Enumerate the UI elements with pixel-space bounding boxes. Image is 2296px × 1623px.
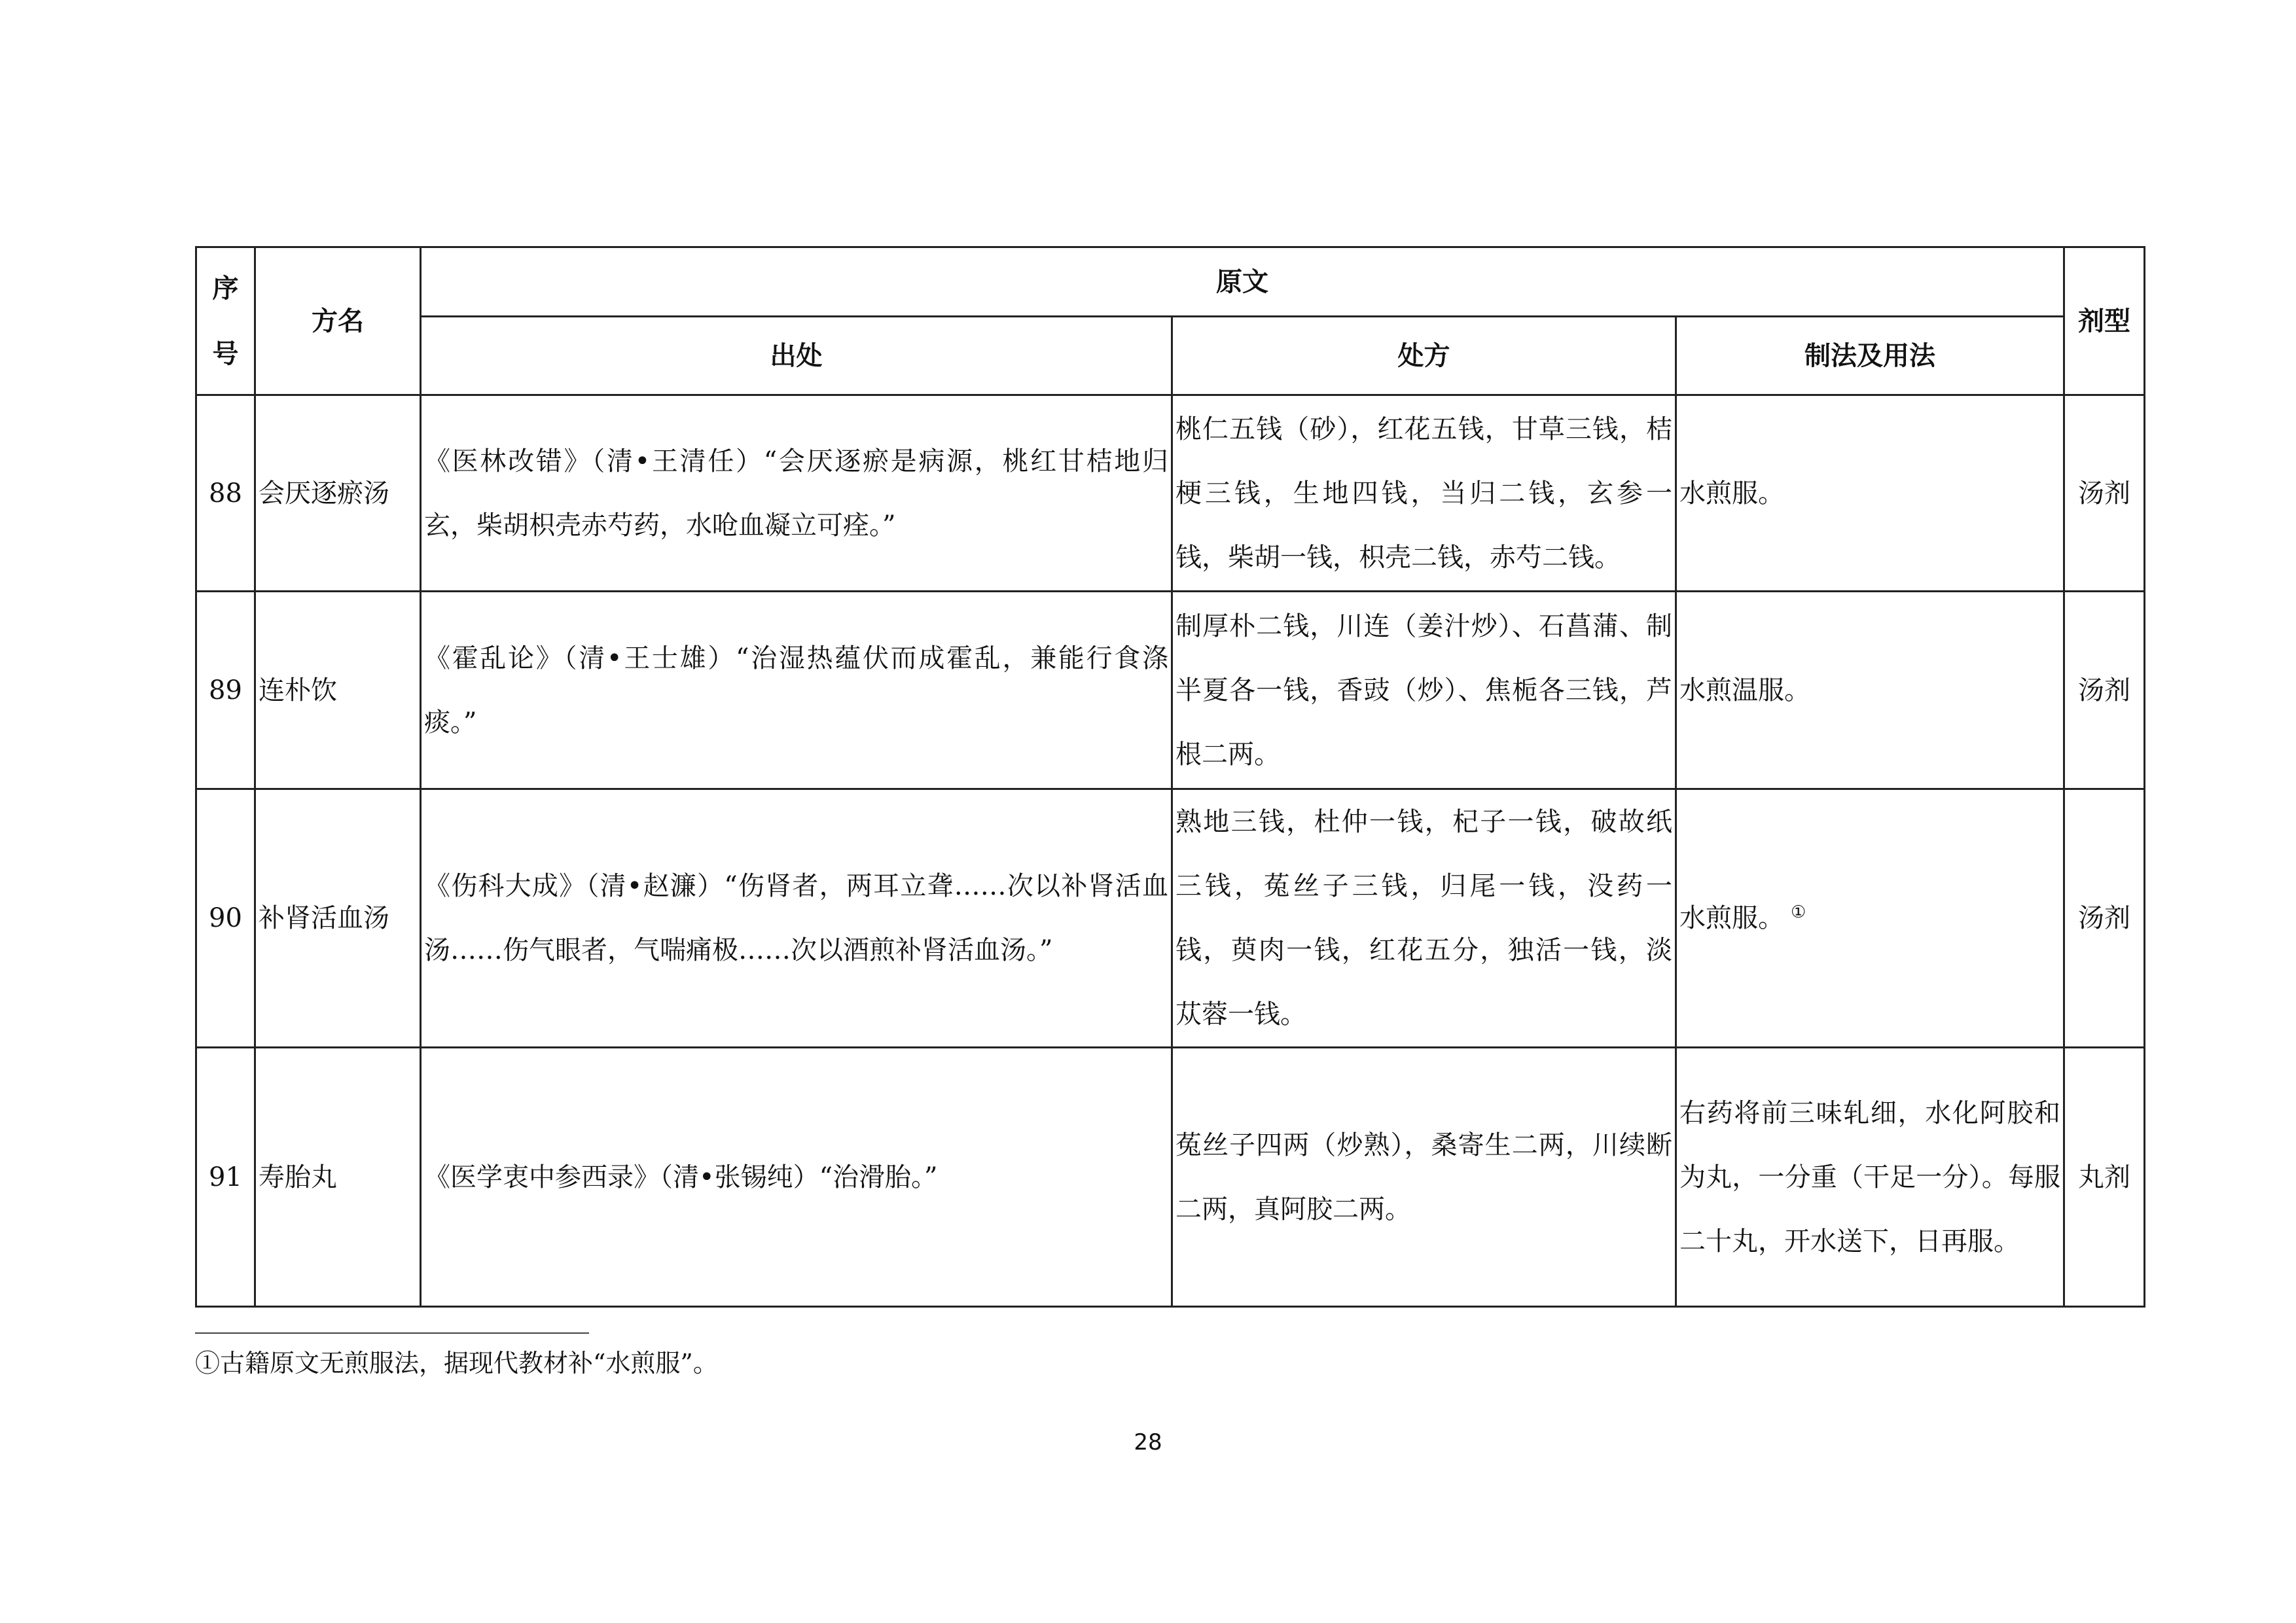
header-dosage-form: 剂型 [2064,247,2145,395]
footnote: ①古籍原文无煎服法，据现代教材补“水煎服”。 [195,1349,718,1378]
table-header [196,247,2145,395]
dosage-form-cell: 汤剂 [2064,789,2145,1048]
prescription-cell: 熟地三钱，杜仲一钱，杞子一钱，破故纸三钱，菟丝子三钱，归尾一钱，没药一钱，萸肉一钱，红花五分，独活一钱，淡苁蓉一钱。 [1172,789,1676,1048]
source-cell: 《医林改错》（清•王清任）“会厌逐瘀是病源，桃红甘桔地归玄，柴胡枳壳赤芍药，水呛血凝立可痊。” [421,395,1172,592]
seq-cell: 88 [196,395,255,592]
prescription-cell: 菟丝子四两（炒熟），桑寄生二两，川续断二两，真阿胶二两。 [1172,1048,1676,1307]
seq-cell: 91 [196,1048,255,1307]
method-cell [1676,395,2064,592]
table-row [196,592,2145,789]
header-original-group: 原文 [421,247,2064,317]
footnote-separator [195,1332,589,1334]
header-method: 制法及用法 [1676,317,2064,395]
name-cell: 连朴饮 [255,592,421,789]
dosage-form-cell: 丸剂 [2064,1048,2145,1307]
header-source: 出处 [421,317,1172,395]
dosage-form-cell: 汤剂 [2064,395,2145,592]
source-cell: 《伤科大成》（清•赵濂）“伤肾者，两耳立聋……次以补肾活血汤……伤气眼者，气喘痛极……次以酒煎补肾活血汤。” [421,789,1172,1048]
method-text: 水煎服。 [1679,478,1784,508]
prescription-cell: 制厚朴二钱，川连（姜汁炒）、石菖蒲、制半夏各一钱，香豉（炒）、焦栀各三钱，芦根二两。 [1172,592,1676,789]
source-cell: 《医学衷中参西录》（清•张锡纯）“治滑胎。” [421,1048,1172,1307]
method-text: 水煎服。 [1679,903,1784,933]
seq-cell: 90 [196,789,255,1048]
page-number: 28 [1134,1429,1162,1455]
footnote-ref: ① [1791,902,1806,922]
table-row [196,789,2145,1048]
dosage-form-cell: 汤剂 [2064,592,2145,789]
source-cell: 《霍乱论》（清•王士雄）“治湿热蕴伏而成霍乱，兼能行食涤痰。” [421,592,1172,789]
table-row [196,395,2145,592]
name-cell: 会厌逐瘀汤 [255,395,421,592]
method-text: 水煎温服。 [1679,675,1810,705]
formula-table [195,246,2145,1308]
prescription-cell: 桃仁五钱（砂），红花五钱，甘草三钱，桔梗三钱，生地四钱，当归二钱，玄参一钱，柴胡一钱，枳壳二钱，赤芍二钱。 [1172,395,1676,592]
header-name: 方名 [255,247,421,395]
header-seq-label: 序号 [212,273,239,369]
table-row [196,1048,2145,1307]
name-cell: 寿胎丸 [255,1048,421,1307]
method-cell [1676,789,2064,1048]
method-cell [1676,592,2064,789]
header-prescription: 处方 [1172,317,1676,395]
seq-cell: 89 [196,592,255,789]
method-text: 右药将前三味轧细，水化阿胶和为丸，一分重（干足一分）。每服二十丸，开水送下，日再服。 [1679,1097,2061,1257]
method-cell [1676,1048,2064,1307]
header-seq [196,247,255,395]
name-cell: 补肾活血汤 [255,789,421,1048]
